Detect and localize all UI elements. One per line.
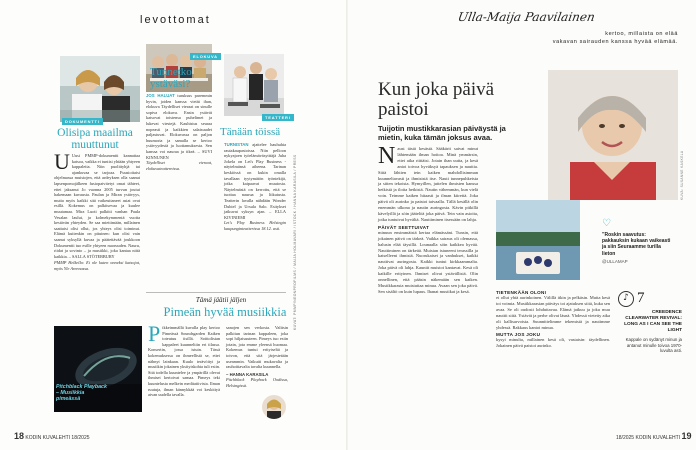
col3-body-text-2: kysyi minulta, millainen kesä oli, vastaisin: täydellinen. Jokainen päivä paistoi aurinko. xyxy=(496,337,610,349)
music-sidebar xyxy=(618,290,682,354)
main-body-col1-text-2: minuun ensimmäistä kertaa elämässäni. Tunsin, että jokainen päivä on tärkeä. Vaikka sairaus oli olemassa, halusin elää täysillä. Lounaalla söin kaikkea hyvää. Nauttiminen on tärkeää. Muistan istuneeni terassilla ja katselleeni ihmisiä. Nuorukaiset ja vanhukset, kaikki nauttivat auringosta. Kaikki tuntui kirkkaammalta. Joka päivä oli lahja. Kauniit muistot kantavat. Kesä oli kaikille erityinen. Ihmiset olivat ystävällisiä. Olin onnellinen, että pääsin näkemään sen kaiken. Mustikkarasia muistuttaa minua. Avaan sen joka päivä. Sen sisältö on kuin lupaus. Ihanat mustikat ja kesä. xyxy=(378,229,478,294)
article3-headline: Tänään töissä xyxy=(220,126,281,138)
music-note-icon: ♪ xyxy=(618,291,634,307)
right-folio xyxy=(616,431,692,441)
article4-body-col2-text: sanojen sen verkosta. Valitsin palkitun tarinan kappaleen, joka sopi hiljaisuuteen. Pimeys tuo esiin jotain, jota emme yleensä huomaa. Kokemus tuntui erityiseltä ja toivon, että sitä järjestetään useammin. Vaikutti mukavalta ja rauhoittavalta tavalta kuunnella. xyxy=(226,325,288,370)
left-folio-label: KODIN KUVALEHTI 18/2025 xyxy=(25,435,90,441)
summer-lake-photo xyxy=(496,200,580,280)
quote-block xyxy=(602,218,672,264)
section-header: levottomat xyxy=(140,14,211,26)
article4-photo-caption: Pitchblack Playback – Musiikkia pimeässä xyxy=(56,384,107,403)
main-body-col1-text: aust tästä kesästä. Sääkärit saivat minut lähtemään ilman hoitoa. Minä ymmärsin, ettei aika riittäisi. Jotain ihan uutta, ja kesä antoi toivoa hyväksyä tapauksen ja nauttia. Siitä lähtien tein kaiken mahdollisimman kuunneltavasti ja ihmisistä itse. Nauti tunnepuhkeista ja sitten tekoista. Hymyillen, juttelen ihmisten kanssa hetkistä ja iloita hetkistä. Nautin vähemmän, kun vielä voin. Teimme kaiken hitaasti ja ilman kiirettä. Joka päivä oli aurinko ja paistoi taivaalla. Tällä kesällä olin enemmän ulkona ja nautin auringosta. Kävin pitkillä kävelyillä ja söin jäätelöä joka päivä. Tein vain asioita, jotka tuntuivat hyvältä. Nauttiminen itsessään on lahja. xyxy=(378,146,478,222)
main-body-col1 xyxy=(378,143,478,295)
article4-dropcap: P xyxy=(148,321,161,346)
article4-credit: Pitchblack Playback Oodissa, Helsingissä. xyxy=(226,377,288,388)
article1-body-text: Uusi PMMP-dokumentti kannattaa katsoa, vaikka ei tuntisi yhtään yhtyeen kappaleita. Niin puolittyhjä tai ajankuvaa se tarjoaa. Fuusioitaisi ohjelmassa muistojen, että ardeyksen olla saanut lapsenpomojälkeen fusiopaivitetyt omat tähteet, ettei jaksanut Jo vuonna 2005 turvun joutui hakemaan kuvausta. Paulan ja Miran ystävyys, mutta myös kaikki sitä vaikeuttaneet asiat ovat esillä. Kokemus on palkitsevaa ja kuulee muutamaa. Mira Luoti palkitti vanhan Paula Vesalan laulut, ja kolmekymmentä vuotta kestävän yhteyden. Se saa miettimään, millainen saattaisi olisi ollut, jos yhteys olisi toiminut. Elämä kuitenkin on pituinen: kun olisi vain saanut syksyllä kuvaa ja päätettävää joukkoon Dokumentti tuo esille yhtyeen nuoruuden. Nauru, riidat ja sovinto – ja musiikki, joka kantaa niitä kaikkia. – SALLA STÖTERBURY xyxy=(54,153,140,259)
author-signature: Ulla-Maija Paavilainen xyxy=(456,10,597,24)
col3-body-text: ei ollut yhtä aurinkoinen. Välillä itkin ja pelkäsin. Mutta kesä toi voimia. Mustikkarasian päiväys toi ajatuksen siitä, kuka sen avaa. Se oli oudosti lohduttavaa. Elämä jatkuu ja joku muu nauttii siitä. Ystävät ja perhe olivat läsnä. Yhdessä vietetty aika oli kallisarvoista. Suunnittelimme tekemisiä ja nautimme yhdessä. Rakkaus kantoi minua. xyxy=(496,295,610,330)
columnist-portrait-illustration xyxy=(548,70,678,200)
article1-photo xyxy=(60,56,140,122)
article1-body xyxy=(54,149,140,271)
col3-subhead-2: MUTTA JOS JOKU xyxy=(496,332,541,338)
article2-body xyxy=(146,93,212,171)
article2-credit: Täydelliset vieraat, elokuvateattereissa. xyxy=(146,160,212,171)
car-women-illustration xyxy=(60,56,140,122)
col3-subhead: TIETENKÄÄN OLONI xyxy=(496,290,547,295)
article4-body-col1 xyxy=(148,321,220,398)
article3-lead-name: TURNISTAN xyxy=(224,142,249,147)
article1-credit: PMMP Helkella: Ei ole kuten onneksi katsojat, myös Yle Areenassa. xyxy=(54,260,140,271)
author-tagline-2: vakavan sairauden kanssa hyvää elämää. xyxy=(552,39,678,45)
right-page xyxy=(348,0,696,450)
article1-tag: DOKUMENTTI xyxy=(62,118,103,125)
article4-headline: Pimeän hyvää musiikkia xyxy=(163,305,287,319)
quote-text: ”Roskin saavutus: pakkauksin kukaan vaikeasti ja siin Seuraamme turilla lieton xyxy=(602,232,671,257)
article2-tag: ELOKUVA xyxy=(190,53,221,60)
heart-icon: ♡ xyxy=(602,218,611,229)
section-divider xyxy=(146,292,286,293)
author-tagline-1: kertoo, millaista on elää xyxy=(605,31,678,37)
article1-headline: Olisipa maailma muuttunut xyxy=(57,127,133,151)
main-dropcap: N xyxy=(378,143,396,169)
article2-headline: Tunnetko ystäväsi? xyxy=(150,66,192,90)
right-photo-credit: KUVA: SUSANNE KASKELA xyxy=(680,150,684,200)
article3-tag: TEATTERI xyxy=(262,114,294,121)
columnist-portrait xyxy=(548,70,678,200)
article1-dropcap: U xyxy=(54,149,70,174)
article2-body-text: turuksus paremmin hyvin, joiden kanssa vietät ihan, elokuva Täydelliset vieraat on sinulle sopiva elokuva. Ensin ystävät katsovat toistensa puhelimet ja lukevat viestejä. Kauhistus seuraa nopeasti ja kaikkien salaisuudet paljastuvat. Elokuvassa on paljon huumoria ja samalla se kertoo ystävyydestä ja luottamuksesta. Sen kanssa voi nauraa ja itkeä. – SUVI KINNUNEN xyxy=(146,93,213,160)
music-sidebar-number: 7 xyxy=(637,290,645,306)
summer-lake-illustration xyxy=(496,200,580,280)
right-page-number: 19 xyxy=(681,431,692,441)
main-headline: Kun joka päivä paistoi xyxy=(378,79,495,120)
article3-credit: Let's Play Business Helsingin kaupunginteatterissa 18.12. asti. xyxy=(224,220,286,231)
main-deck: Tuijotin mustikkarasian päiväystä ja mietin, kuka tämän joksus avaa. xyxy=(378,124,506,142)
theatre-cast-illustration xyxy=(224,54,284,116)
music-sidebar-title: CREEDENCE CLEARWATER REVIVAL: LONG AS I CAN SEE THE LIGHT xyxy=(624,310,682,333)
article2-lead-name: JOS HALUAT xyxy=(146,93,175,98)
music-sidebar-header xyxy=(618,290,682,307)
author-headshot xyxy=(262,395,286,419)
article4-kicker: Tämä jäätii jäljen xyxy=(195,296,247,304)
left-folio xyxy=(14,431,90,441)
article3-body xyxy=(224,142,286,232)
main-subhead: PÄIVÄT SEETTUIVAT xyxy=(378,224,430,230)
article3-body-text: ajattelee hauhuhia rautakaupastoissa. Niin pelloon nykyajoen työelämäväsytttäjä Juha Jokela on Let's Play Business -näytelmänsä aiheena. Tarinan keskiössä on kukin omalla tavallaan tyytymätön työntekijä, jotka kaipaavat muutosta. Näytelmästä on kerrottu, että se tuottaa naurua ja liikutusta. Teatterin lavalla nähdään Wonder Dubiel ja Ursula Salo. Esitykset jatkuvat syksyn ajan. – ELLA KIVINIEMI xyxy=(224,142,287,220)
right-folio-label: 18/2025 KODIN KUVALEHTI xyxy=(616,435,681,441)
author-portrait-illustration xyxy=(262,395,286,419)
article4-signature: – HANNA KARASILA xyxy=(226,371,269,377)
vertical-photo-credit: KUVAT: PMMP/NEONPROFILMS / MAIJA HOLMAVARI / ISTOCK / HANNA KARASILA / PRESS xyxy=(293,154,297,330)
quote-credit: @ULLAMAP xyxy=(602,258,628,264)
article3-photo xyxy=(224,54,284,116)
main-body-col3 xyxy=(496,290,610,349)
article4-body-col2 xyxy=(226,325,288,389)
left-page-number: 18 xyxy=(14,431,25,441)
music-sidebar-body: Kappale on sydänyt minun ja antanut minulle toivoa 1970-luvulta asti. xyxy=(625,337,682,354)
article4-body-col1-text: ikkeimmällä kuvalla play kertoo Pimeässä Soundsgarden Kaiken toteutuu iisillä. Soittolistan kappaleet kuunneltiin eri tilassa. Konsertin, jossa istuin. Tässä kokemuksessa on ihmeellistä se, ettei nähnyt lainkaan. Kuulo terävöityi ja musiikin jokainen yksityiskohta tuli esiin. Sitä todella kuuntelee ja ympärillä olevat ihmiset kertoivat samaa. Pimeys teki kuuntelusta melkein meditatiivista. Ilman ruutuja, ilman kännykkää voi keskittyä aivan uudella tavalla. xyxy=(148,325,220,398)
